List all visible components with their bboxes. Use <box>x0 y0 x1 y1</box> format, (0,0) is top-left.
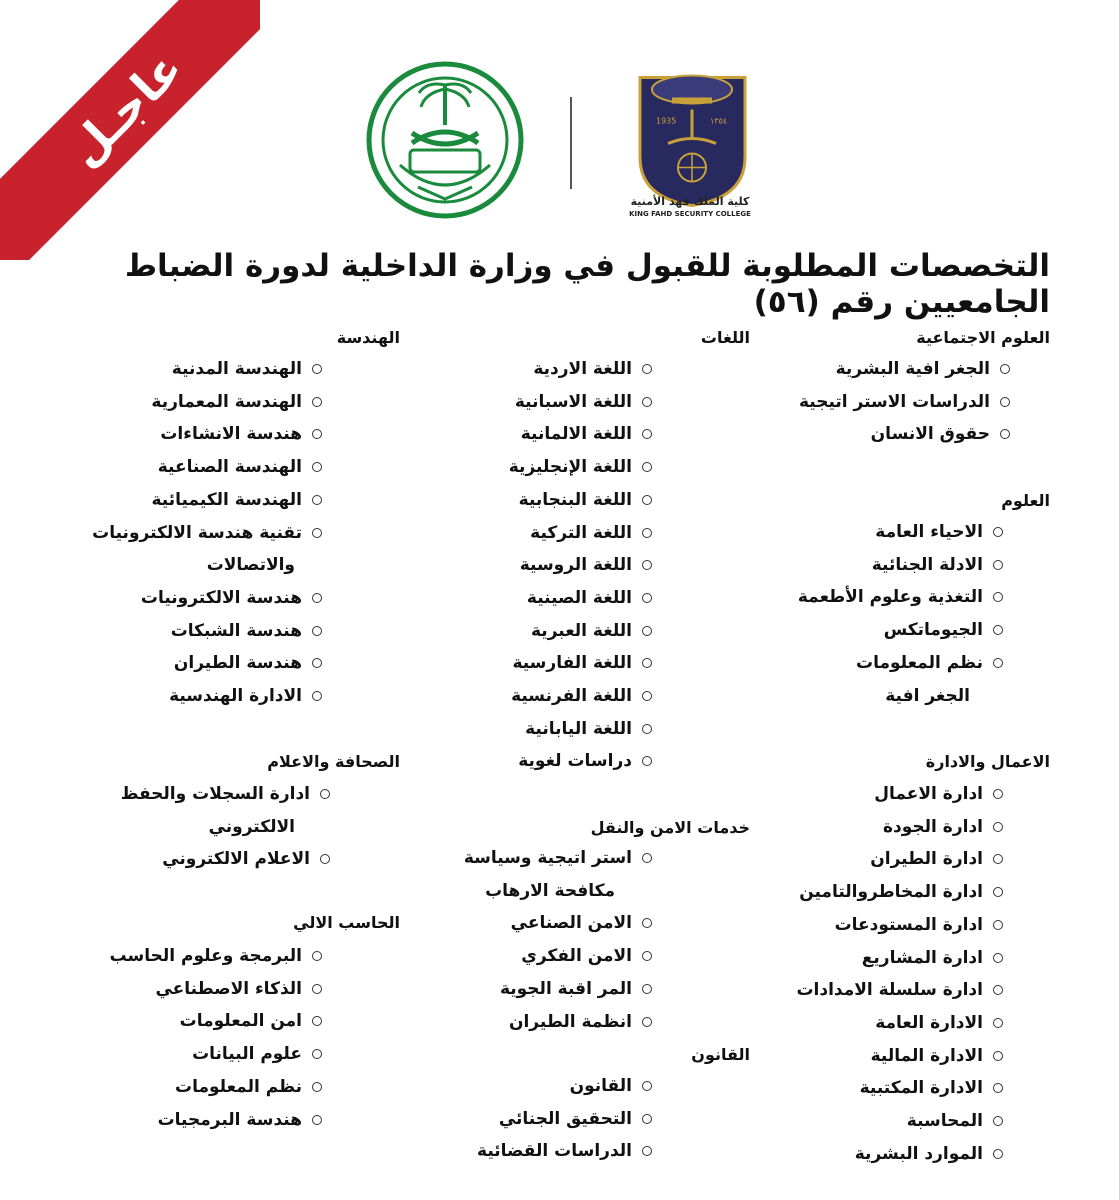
specialization-item <box>121 784 330 804</box>
specialization-label: الذكاء الاصطناعي <box>155 978 302 999</box>
circle-bullet-icon <box>993 1051 1003 1061</box>
college-name-ar: كلية الملك فهد الأمنية <box>630 195 750 208</box>
specialization-item <box>519 490 652 510</box>
specialization-label: ادارة الاعمال <box>874 784 983 804</box>
specialization-item <box>477 1141 652 1161</box>
specialization-item <box>515 392 652 412</box>
circle-bullet-icon <box>1000 364 1010 374</box>
specialization-label: هندسة الشبكات <box>170 620 302 641</box>
circle-bullet-icon <box>1000 429 1010 439</box>
circle-bullet-icon <box>642 560 652 570</box>
specialization-label: حقوق الانسان <box>870 424 990 445</box>
specialization-label: اللغة الفارسية <box>512 653 632 674</box>
specialization-label: هندسة الانشاءات <box>160 424 302 445</box>
circle-bullet-icon <box>993 1083 1003 1093</box>
circle-bullet-icon <box>312 1115 322 1125</box>
specialization-item <box>499 1109 652 1129</box>
specialization-item <box>151 392 322 412</box>
specialization-item <box>798 587 1003 607</box>
circle-bullet-icon <box>993 1116 1003 1126</box>
section-title-social: العلوم الاجتماعية <box>916 328 1050 347</box>
circle-bullet-icon <box>993 789 1003 799</box>
circle-bullet-icon <box>1000 397 1010 407</box>
circle-bullet-icon <box>642 756 652 766</box>
specialization-label: المحاسبة <box>906 1111 983 1131</box>
specialization-item <box>158 457 322 477</box>
circle-bullet-icon <box>642 1146 652 1156</box>
specialization-item <box>799 392 1010 412</box>
specialization-label: اللغة الإنجليزية <box>508 457 632 478</box>
specialization-item <box>527 588 652 608</box>
king-fahd-security-college-logo <box>630 45 755 220</box>
specialization-label: اللغة الصينية <box>526 587 632 608</box>
specialization-label: نظم المعلومات <box>175 1076 302 1097</box>
specialization-label: ادارة الجودة <box>883 816 983 837</box>
logo-divider <box>570 97 572 189</box>
specialization-label: امن المعلومات <box>179 1011 302 1032</box>
circle-bullet-icon <box>642 593 652 603</box>
specialization-item <box>862 948 1003 968</box>
specialization-item <box>871 424 1010 444</box>
section-title-engineering: الهندسة <box>336 328 400 347</box>
circle-bullet-icon <box>642 951 652 961</box>
specialization-label: الهندسة الصناعية <box>157 457 302 478</box>
specialization-label: تقنية هندسة الالكترونيات <box>92 522 302 543</box>
specialization-label: الدراسات القضائية <box>477 1141 632 1162</box>
specialization-label: هندسة البرمجيات <box>157 1109 302 1130</box>
circle-bullet-icon <box>993 592 1003 602</box>
urgent-ribbon <box>0 0 260 260</box>
urgent-badge: عاجـل <box>0 0 260 260</box>
specialization-label: البرمجة وعلوم الحاسب <box>109 946 302 966</box>
specialization-item <box>855 1144 1003 1164</box>
specialization-label: اللغة الروسية <box>519 555 632 576</box>
section-title-business: الاعمال والادارة <box>925 752 1050 771</box>
circle-bullet-icon <box>312 658 322 668</box>
specialization-item <box>110 946 322 966</box>
specialization-item <box>92 523 322 543</box>
section-title-science: العلوم <box>1001 491 1050 510</box>
specialization-item <box>509 457 652 477</box>
circle-bullet-icon <box>642 1081 652 1091</box>
circle-bullet-icon <box>642 1017 652 1027</box>
specialization-label: الهندسة المدنية <box>171 359 302 379</box>
specialization-item <box>172 359 322 379</box>
specialization-label: الامن الصناعي <box>510 913 632 934</box>
specialization-label: استر اتيجية وسياسة <box>463 848 632 868</box>
specialization-item <box>870 849 1003 869</box>
circle-bullet-icon <box>642 429 652 439</box>
specialization-continuation: الالكتروني <box>208 816 295 837</box>
circle-bullet-icon <box>312 462 322 472</box>
circle-bullet-icon <box>312 984 322 994</box>
specialization-label: التغذية وعلوم الأطعمة <box>797 587 983 608</box>
specialization-item <box>533 359 652 379</box>
specialization-item <box>871 1046 1003 1066</box>
specialization-label: هندسة الطيران <box>173 653 302 674</box>
logo-year-gregorian: 1935 <box>656 116 677 126</box>
specialization-item <box>525 719 652 739</box>
circle-bullet-icon <box>312 397 322 407</box>
specialization-label: ادارة السجلات والحفظ <box>120 784 310 804</box>
specialization-label: الادارة العامة <box>875 1012 983 1033</box>
specialization-label: القانون <box>569 1076 632 1096</box>
circle-bullet-icon <box>993 527 1003 537</box>
specialization-label: الامن الفكري <box>521 946 632 967</box>
circle-bullet-icon <box>993 1018 1003 1028</box>
specialization-item <box>570 1076 652 1096</box>
circle-bullet-icon <box>642 724 652 734</box>
circle-bullet-icon <box>312 429 322 439</box>
specialization-label: ادارة المشاريع <box>861 947 983 968</box>
specialization-label: الادارة الهندسية <box>169 686 302 706</box>
specialization-label: اللغة الاردية <box>533 359 632 379</box>
specialization-item <box>192 1044 322 1064</box>
circle-bullet-icon <box>312 364 322 374</box>
specialization-label: الدراسات الاستر اتيجية <box>798 391 990 412</box>
circle-bullet-icon <box>993 953 1003 963</box>
circle-bullet-icon <box>993 1149 1003 1159</box>
specialization-label: الموارد البشرية <box>854 1143 983 1164</box>
specialization-item <box>531 621 652 641</box>
specialization-label: ادارة الطيران <box>870 849 983 870</box>
circle-bullet-icon <box>993 854 1003 864</box>
specialization-item <box>799 882 1003 902</box>
specialization-item <box>160 424 322 444</box>
section-title-media: الصحافة والاعلام <box>267 752 400 771</box>
circle-bullet-icon <box>993 822 1003 832</box>
circle-bullet-icon <box>642 462 652 472</box>
specialization-item <box>530 523 652 543</box>
college-name-en: KING FAHD SECURITY COLLEGE <box>629 210 751 218</box>
specialization-item <box>509 1012 652 1032</box>
circle-bullet-icon <box>993 658 1003 668</box>
circle-bullet-icon <box>312 1049 322 1059</box>
specialization-label: الهندسة المعمارية <box>151 391 302 412</box>
specialization-label: الهندسة الكيميائية <box>151 489 302 510</box>
specialization-item <box>512 653 652 673</box>
specialization-item <box>171 621 322 641</box>
section-title-computer: الحاسب الالي <box>293 913 400 932</box>
specialization-label: اللغة الفرنسية <box>511 686 632 706</box>
specialization-item <box>883 817 1003 837</box>
specialization-item <box>860 1078 1003 1098</box>
specialization-item <box>175 1077 322 1097</box>
specialization-label: انظمة الطيران <box>508 1011 632 1032</box>
specialization-label: نظم المعلومات <box>856 652 983 673</box>
circle-bullet-icon <box>312 951 322 961</box>
specialization-label: الجيوماتكس <box>883 620 983 641</box>
section-title-languages: اللغات <box>700 328 750 347</box>
specialization-continuation: مكافحة الارهاب <box>485 880 615 901</box>
specialization-label: علوم البيانات <box>192 1044 302 1065</box>
specialization-item <box>500 979 652 999</box>
specialization-label: الاعلام الالكتروني <box>162 849 310 870</box>
specialization-label: اللغة التركية <box>530 522 632 543</box>
circle-bullet-icon <box>642 853 652 863</box>
specialization-item <box>875 1013 1003 1033</box>
circle-bullet-icon <box>312 528 322 538</box>
header-logos <box>340 45 780 225</box>
specialization-continuation: والاتصالات <box>206 555 295 576</box>
specialization-label: المر اقبة الجوية <box>499 978 632 999</box>
specialization-label: التحقيق الجنائي <box>498 1108 632 1129</box>
circle-bullet-icon <box>642 658 652 668</box>
specialization-label: الجغر افية البشرية <box>835 359 990 379</box>
specialization-label: ادارة المخاطروالتامين <box>799 882 983 903</box>
circle-bullet-icon <box>993 625 1003 635</box>
specialization-item <box>464 848 652 868</box>
specialization-item <box>141 588 322 608</box>
circle-bullet-icon <box>642 495 652 505</box>
circle-bullet-icon <box>312 593 322 603</box>
specialization-label: اللغة العبرية <box>531 620 632 641</box>
specialization-label: ادارة سلسلة الامدادات <box>796 980 983 1001</box>
specialization-continuation: الجغر افية <box>885 685 970 706</box>
specialization-item <box>521 424 652 444</box>
circle-bullet-icon <box>993 920 1003 930</box>
circle-bullet-icon <box>642 364 652 374</box>
specialization-item <box>884 620 1003 640</box>
specialization-item <box>158 1110 322 1130</box>
specialization-item <box>856 653 1003 673</box>
logo-year-hijri: ١٣٥٤ <box>710 116 728 126</box>
circle-bullet-icon <box>642 691 652 701</box>
circle-bullet-icon <box>993 887 1003 897</box>
specialization-label: ادارة المستودعات <box>834 914 983 935</box>
section-title-security: خدمات الامن والنقل <box>590 818 750 837</box>
specialization-item <box>835 915 1003 935</box>
circle-bullet-icon <box>642 626 652 636</box>
specialization-label: اللغة البنجابية <box>518 489 632 510</box>
specialization-label: الادارة المالية <box>870 1045 983 1066</box>
specialization-label: الاحياء العامة <box>875 522 983 542</box>
specialization-label: هندسة الالكترونيات <box>140 587 302 608</box>
circle-bullet-icon <box>312 1082 322 1092</box>
circle-bullet-icon <box>642 528 652 538</box>
circle-bullet-icon <box>642 918 652 928</box>
specialization-item <box>151 490 322 510</box>
specialization-label: اللغة اليابانية <box>525 718 632 739</box>
ministry-of-interior-logo <box>360 55 530 225</box>
circle-bullet-icon <box>642 1114 652 1124</box>
specialization-item <box>518 751 652 771</box>
circle-bullet-icon <box>312 626 322 636</box>
specialization-label: اللغة الالمانية <box>520 424 632 445</box>
page-title: التخصصات المطلوبة للقبول في وزارة الداخلية لدورة الضباط الجامعيين رقم (٥٦) <box>124 248 1050 320</box>
specialization-item <box>836 359 1010 379</box>
circle-bullet-icon <box>642 397 652 407</box>
specialization-item <box>875 522 1003 542</box>
specialization-label: اللغة الاسبانية <box>514 391 632 412</box>
specialization-item <box>907 1111 1003 1131</box>
specialization-item <box>162 849 330 869</box>
circle-bullet-icon <box>320 789 330 799</box>
circle-bullet-icon <box>312 495 322 505</box>
circle-bullet-icon <box>312 1016 322 1026</box>
circle-bullet-icon <box>993 560 1003 570</box>
specialization-item <box>174 653 322 673</box>
specialization-item <box>511 686 652 706</box>
specialization-item <box>796 980 1003 1000</box>
specialization-item <box>874 784 1003 804</box>
specialization-item <box>180 1011 322 1031</box>
specialization-label: الادارة المكتبية <box>859 1078 983 1099</box>
specialization-item <box>155 979 322 999</box>
circle-bullet-icon <box>312 691 322 701</box>
section-title-law: القانون <box>691 1045 750 1064</box>
specialization-item <box>520 555 652 575</box>
specialization-item <box>872 555 1003 575</box>
circle-bullet-icon <box>642 984 652 994</box>
specialization-item <box>511 913 652 933</box>
circle-bullet-icon <box>993 985 1003 995</box>
circle-bullet-icon <box>320 854 330 864</box>
specialization-label: الادلة الجنائية <box>871 554 983 575</box>
specialization-label: دراسات لغوية <box>518 751 632 772</box>
specialization-item <box>169 686 322 706</box>
specialization-item <box>521 946 652 966</box>
